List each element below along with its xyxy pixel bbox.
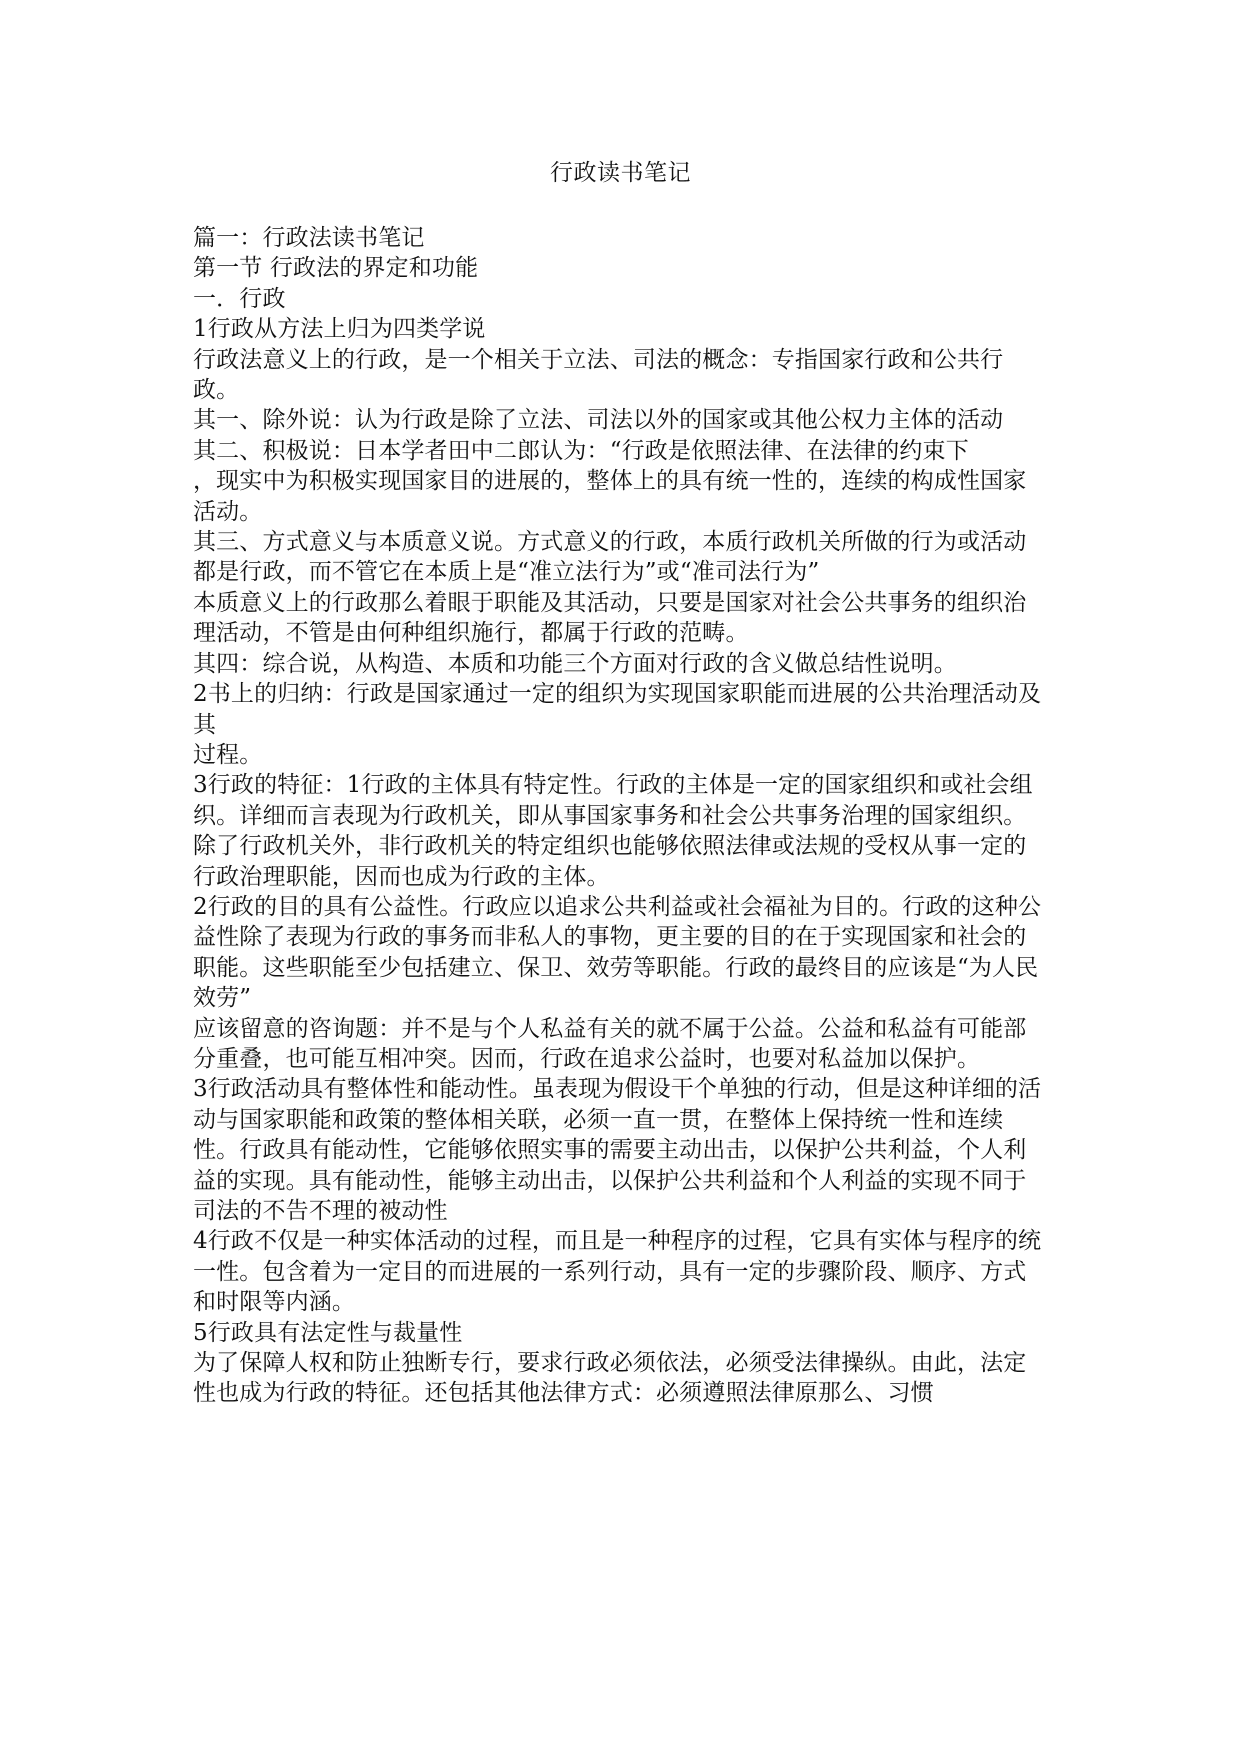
document-body [193, 223, 1048, 1409]
paragraph: 过程。 [193, 741, 263, 768]
paragraph-subheading: 一．行政 [193, 285, 286, 312]
paragraph: 3行政活动具有整体性和能动性。虽表现为假设干个单独的行动，但是这种详细的活动与国家职能和政策的整体相关联，必须一直一贯，在整体上保持统一性和连续性。行政具有能动性，它能够依照实事的需要主动出击，以保护公共利益，个人利益的实现。具有能动性，能够主动出击，以保护公共利益和个人利益的实现不同于司法的不告不理的被动性 [193, 1076, 1042, 1224]
document-title: 行政读书笔记 [550, 160, 691, 186]
paragraph-section-heading: 第一节 行政法的界定和功能 [193, 255, 479, 282]
paragraph: 5行政具有法定性与裁量性 [193, 1319, 463, 1346]
paragraph: 1行政从方法上归为四类学说 [193, 316, 486, 343]
paragraph: 本质意义上的行政那么着眼于职能及其活动，只要是国家对社会公共事务的组织治理活动，不管是由何种组织施行，都属于行政的范畴。 [193, 589, 1027, 647]
paragraph: 其四：综合说，从构造、本质和功能三个方面对行政的含义做总结性说明。 [193, 650, 957, 677]
paragraph: 行政法意义上的行政，是一个相关于立法、司法的概念：专指国家行政和公共行政。 [193, 346, 1004, 404]
paragraph: 为了保障人权和防止独断专行，要求行政必须依法，必须受法律操纵。由此，法定性也成为行政的特征。还包括其他法律方式：必须遵照法律原那么、习惯 [193, 1350, 1027, 1407]
paragraph: 应该留意的咨询题：并不是与个人私益有关的就不属于公益。公益和私益有可能部分重叠，也可能互相冲突。因而，行政在追求公益时，也要对私益加以保护。 [193, 1015, 1027, 1072]
paragraph: 4行政不仅是一种实体活动的过程，而且是一种程序的过程，它具有实体与程序的统一性。包含着为一定目的而进展的一系列行动，具有一定的步骤阶段、顺序、方式和时限等内涵。 [193, 1228, 1042, 1316]
paragraph: 2行政的目的具有公益性。行政应以追求公共利益或社会福祉为目的。行政的这种公益性除了表现为行政的事务而非私人的事物，更主要的目的在于实现国家和社会的职能。这些职能至少包括建立、保卫、效劳等职能。行政的最终目的应该是“为人民效劳” [193, 893, 1042, 1012]
paragraph: ，现实中为积极实现国家目的进展的，整体上的具有统一性的，连续的构成性国家活动。 [193, 468, 1027, 525]
paragraph: 其三、方式意义与本质意义说。方式意义的行政，本质行政机关所做的行为或活动都是行政，而不管它在本质上是“准立法行为”或“准司法行为” [193, 529, 1027, 586]
paragraph-heading-part-one: 篇一：行政法读书笔记 [193, 225, 425, 251]
paragraph: 其一、除外说：认为行政是除了立法、司法以外的国家或其他公权力主体的活动 [193, 407, 1004, 434]
paragraph: 其二、积极说：日本学者田中二郎认为：“行政是依照法律、在法律的约束下 [193, 437, 969, 464]
paragraph: 2书上的归纳：行政是国家通过一定的组织为实现国家职能而进展的公共治理活动及其 [193, 681, 1042, 738]
paragraph: 3行政的特征：1行政的主体具有特定性。行政的主体是一定的国家组织和或社会组织。详细而言表现为行政机关，即从事国家事务和社会公共事务治理的国家组织。除了行政机关外，非行政机关的特定组织也能够依照法律或法规的受权从事一定的行政治理职能，因而也成为行政的主体。 [193, 772, 1033, 890]
